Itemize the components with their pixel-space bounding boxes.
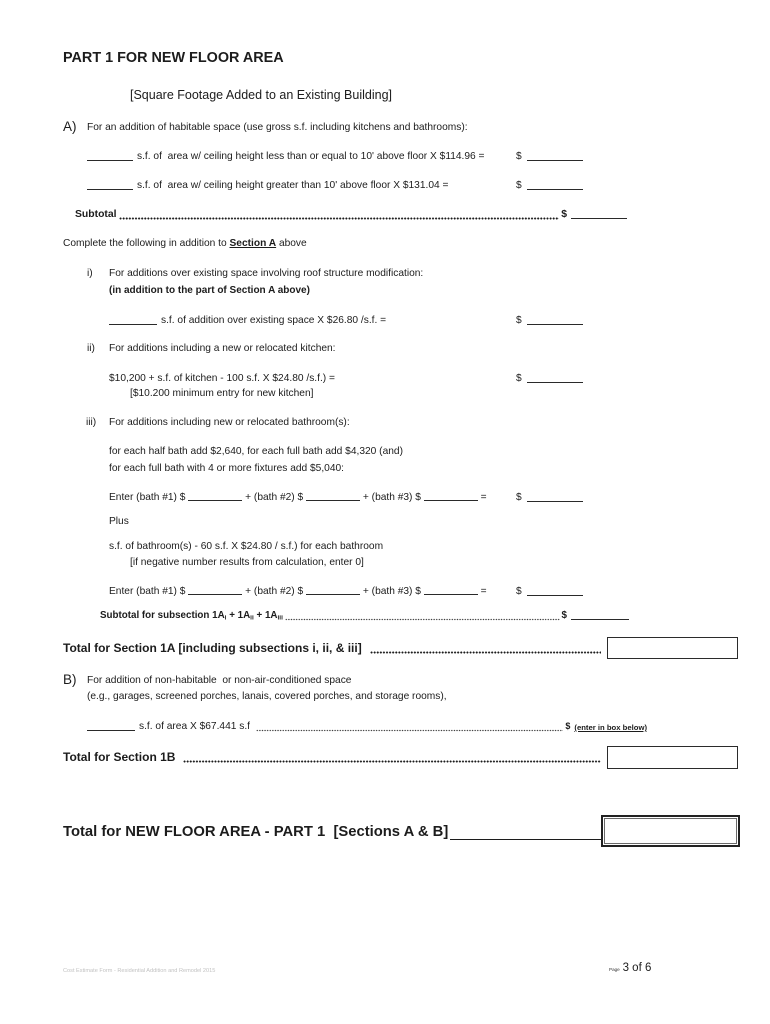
section-a-marker: A) bbox=[63, 119, 77, 134]
term-1a: 1A bbox=[264, 610, 278, 621]
subsection-ii-marker: ii) bbox=[87, 343, 95, 354]
section-a-instruction bbox=[63, 237, 307, 250]
section-1b-total-box[interactable] bbox=[607, 746, 738, 769]
section-1b-total bbox=[63, 750, 603, 765]
instruction-text: Complete the following in addition to bbox=[63, 238, 230, 249]
sf-field-non-habitable[interactable] bbox=[87, 720, 135, 731]
section-a-line-1 bbox=[0, 150, 770, 163]
dot-leader bbox=[285, 618, 560, 621]
subscript-iii: iii bbox=[277, 614, 283, 622]
subsection-iii-marker: iii) bbox=[86, 417, 97, 428]
subsection-ii-header bbox=[0, 342, 770, 355]
subsection-subtotal-field[interactable] bbox=[571, 609, 629, 620]
currency-symbol: $ bbox=[516, 586, 522, 597]
section-b-line bbox=[139, 720, 647, 733]
amount-field-kitchen[interactable] bbox=[527, 372, 583, 383]
section-b-marker: B) bbox=[63, 672, 77, 687]
section-a-intro: For an addition of habitable space (use gross s.f. including kitchens and bathrooms): bbox=[87, 122, 468, 133]
bath-3-label: + (bath #3) $ bbox=[362, 492, 421, 503]
enter-in-box-hint: (enter in box below) bbox=[574, 723, 647, 732]
currency-symbol: $ bbox=[516, 180, 522, 191]
page-indicator bbox=[609, 961, 651, 975]
section-a-reference: Section A bbox=[229, 238, 277, 249]
subsection-subtotal bbox=[100, 609, 567, 622]
bath-fixture-amount bbox=[0, 491, 770, 504]
subsection-ii-heading: For additions including a new or relocated kitchen: bbox=[109, 343, 336, 354]
currency-symbol: $ bbox=[516, 373, 522, 384]
plus-label: Plus bbox=[109, 516, 129, 527]
page-prefix: Page bbox=[609, 967, 620, 972]
currency-symbol: $ bbox=[565, 721, 571, 731]
term-1a: 1A bbox=[237, 610, 251, 621]
dot-leader bbox=[119, 217, 560, 220]
section-1b-total-label: Total for Section 1B bbox=[63, 750, 176, 764]
subsection-subtotal-label bbox=[100, 609, 283, 622]
section-b-examples: (e.g., garages, screened porches, lanais, covered porches, and storage rooms), bbox=[87, 691, 447, 702]
new-floor-area-total bbox=[63, 823, 601, 842]
subtotal-label: Subtotal bbox=[75, 209, 117, 220]
bath-2-label: + (bath #2) $ bbox=[245, 492, 304, 503]
line-description: s.f. of area X $67.441 s.f bbox=[139, 721, 250, 732]
subsection-i-header bbox=[0, 267, 770, 280]
section-b-intro: For addition of non-habitable or non-air-conditioned space bbox=[87, 675, 352, 686]
new-floor-area-total-box[interactable] bbox=[601, 815, 740, 847]
kitchen-formula: $10,200 + s.f. of kitchen - 100 s.f. X $24.80 /s.f.) = bbox=[109, 373, 335, 384]
section-a-header bbox=[0, 121, 770, 134]
dot-leader bbox=[370, 651, 601, 654]
bath-sf-amount bbox=[0, 585, 770, 598]
bath-3-label: + (bath #3) $ bbox=[362, 586, 421, 597]
term-1a: 1A bbox=[212, 610, 225, 621]
bath-rates-line-2: for each full bath with 4 or more fixtures add $5,040: bbox=[109, 463, 345, 474]
new-floor-area-total-label: Total for NEW FLOOR AREA - PART 1 [Sections A & B] bbox=[63, 824, 449, 840]
instruction-suffix: above bbox=[276, 238, 307, 249]
amount-field-ceiling-over-10[interactable] bbox=[527, 179, 583, 190]
subsection-iii-heading: For additions including new or relocated bathroom(s): bbox=[109, 417, 350, 428]
bath-1-label: Enter (bath #1) $ bbox=[109, 492, 186, 503]
line-description: s.f. of area w/ ceiling height greater than 10' above floor X $131.04 = bbox=[137, 180, 449, 191]
amount-field-bath-sf[interactable] bbox=[527, 585, 583, 596]
subsection-i-marker: i) bbox=[87, 268, 93, 279]
currency-symbol: $ bbox=[516, 151, 522, 162]
subscript-i: i bbox=[224, 614, 227, 622]
subscript-ii: ii bbox=[250, 614, 254, 622]
bath-sf-note: [if negative number results from calculation, enter 0] bbox=[130, 557, 364, 568]
sf-field-roof-modification[interactable] bbox=[109, 314, 157, 325]
bath-sf-formula: s.f. of bathroom(s) - 60 s.f. X $24.80 / s.f.) for each bathroom bbox=[109, 541, 384, 552]
subsection-i-note: (in addition to the part of Section A above) bbox=[109, 285, 310, 296]
total-underline bbox=[450, 823, 601, 840]
currency-symbol: $ bbox=[516, 492, 522, 503]
bath-2-label: + (bath #2) $ bbox=[245, 586, 304, 597]
amount-field-ceiling-10-or-less[interactable] bbox=[527, 150, 583, 161]
amount-field-bath-fixtures[interactable] bbox=[527, 491, 583, 502]
kitchen-note: [$10.200 minimum entry for new kitchen] bbox=[130, 388, 314, 399]
currency-symbol: $ bbox=[516, 315, 522, 326]
dot-leader bbox=[183, 760, 601, 763]
amount-field-roof-modification[interactable] bbox=[527, 314, 583, 325]
sf-field-ceiling-10-or-less[interactable] bbox=[87, 150, 133, 161]
page-number: 3 of 6 bbox=[622, 962, 652, 974]
section-1a-total-label: Total for Section 1A [including subsections i, ii, & iii] bbox=[63, 641, 362, 655]
subsection-ii-formula-line bbox=[0, 372, 770, 385]
section-1a-total-box[interactable] bbox=[607, 637, 738, 659]
bath-1-label: Enter (bath #1) $ bbox=[109, 586, 186, 597]
subsection-i-line bbox=[0, 314, 770, 327]
section-1a-total bbox=[63, 641, 603, 656]
line-description: s.f. of addition over existing space X $26.80 /s.f. = bbox=[161, 315, 387, 326]
subtotal-field[interactable] bbox=[571, 208, 627, 219]
footer-form-name: Cost Estimate Form - Residential Addition and Remodel 2015 bbox=[63, 968, 216, 974]
sf-field-ceiling-over-10[interactable] bbox=[87, 179, 133, 190]
page-subtitle: [Square Footage Added to an Existing Building] bbox=[130, 88, 392, 102]
currency-symbol: $ bbox=[561, 610, 567, 621]
subtotal-text: Subtotal for subsection bbox=[100, 610, 213, 621]
section-a-line-2 bbox=[0, 179, 770, 192]
section-a-subtotal bbox=[75, 208, 567, 221]
line-description: s.f. of area w/ ceiling height less than or equal to 10' above floor X $114.96 = bbox=[137, 151, 485, 162]
dot-leader bbox=[256, 729, 563, 732]
currency-symbol: $ bbox=[561, 209, 567, 220]
subsection-i-heading: For additions over existing space involving roof structure modification: bbox=[109, 268, 424, 279]
section-b-header bbox=[0, 674, 770, 687]
equals-sign: = bbox=[480, 586, 487, 597]
subsection-iii-header bbox=[0, 416, 770, 429]
bath-rates-line-1: for each half bath add $2,640, for each full bath add $4,320 (and) bbox=[109, 446, 403, 457]
plus-joiner: + bbox=[226, 610, 238, 621]
equals-sign: = bbox=[480, 492, 487, 503]
plus-joiner: + bbox=[253, 610, 265, 621]
page-title: PART 1 FOR NEW FLOOR AREA bbox=[63, 50, 284, 66]
